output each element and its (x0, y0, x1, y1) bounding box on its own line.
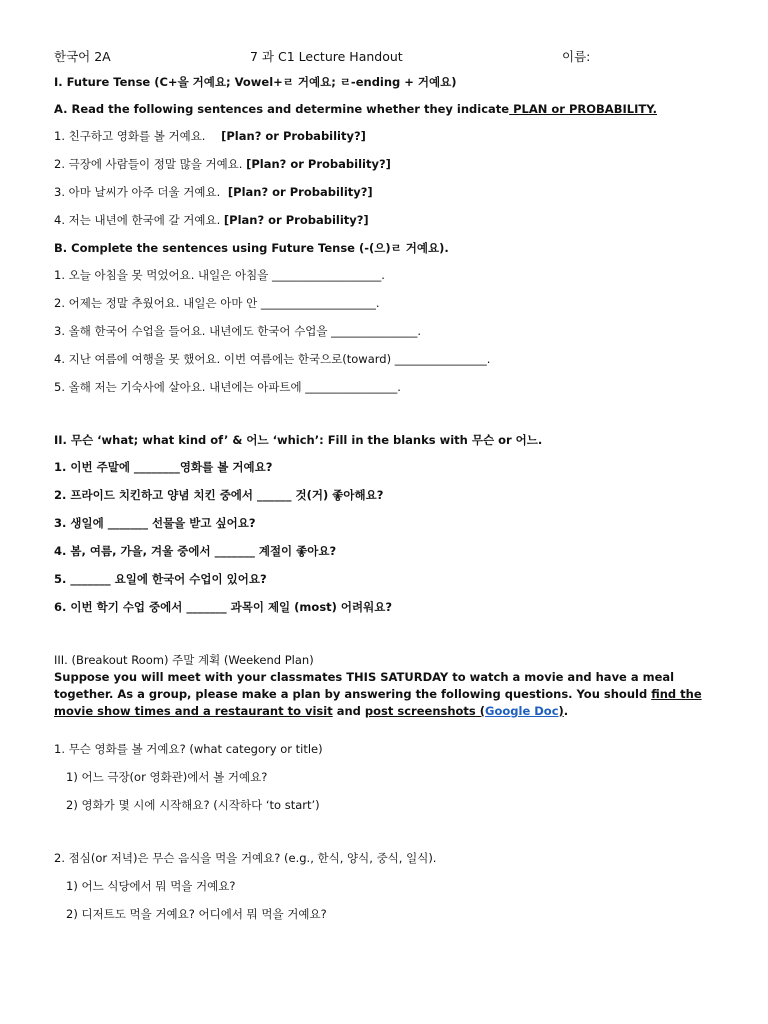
intro-text: . (563, 704, 569, 718)
item-sentence: 어제는 정말 추웠어요. 내일은 아마 안 ____________________. (68, 296, 380, 310)
google-doc-link[interactable]: Google Doc (485, 704, 559, 718)
partA-item (54, 212, 734, 229)
section3-subquestion: 2) 영화가 몇 시에 시작해요? (시작하다 ‘to start’) (66, 798, 320, 812)
name-label: 이름: (562, 49, 591, 64)
course-label: 한국어 2A (54, 49, 111, 64)
item-sentence: 올해 한국어 수업을 들어요. 내년에도 한국어 수업을 _______________. (68, 324, 422, 338)
intro-underlined-task: find the movie show times and a restaurant to visit (54, 687, 702, 718)
section3-question-1: 1. 무슨 영화를 볼 거예요? (what category or title) (54, 742, 323, 756)
item-number: 4. (54, 352, 65, 366)
item-sentence: 극장에 사람들이 정말 많을 거예요. (68, 157, 243, 171)
item-choice: [Plan? or Probability?] (223, 213, 369, 227)
intro-text: and (332, 704, 365, 718)
partB-item (54, 295, 734, 312)
section3-subquestion: 2) 디저트도 먹을 거예요? 어디에서 뭐 먹을 거예요? (66, 907, 327, 921)
item-number: 2. (54, 296, 65, 310)
section2-heading: II. 무슨 ‘what; what kind of’ & 어느 ‘which’: Fill in the blanks with 무슨 or 어느. (54, 433, 543, 447)
page-title: 7 과 C1 Lecture Handout (250, 49, 403, 64)
item-number: 3. (54, 324, 65, 338)
section2-item: 2. 프라이드 치킨하고 양념 치킨 중에서 ______ 것(거) 좋아해요? (54, 488, 384, 502)
item-sentence: 아마 날씨가 아주 더울 거예요. (68, 185, 221, 199)
section1-partB-instruction: B. Complete the sentences using Future Tense (-(으)ㄹ 거예요). (54, 241, 449, 255)
item-number: 3. (54, 185, 65, 199)
partB-item (54, 267, 734, 284)
item-number: 2. (54, 157, 65, 171)
item-sentence: 지난 여름에 여행을 못 했어요. 이번 여름에는 한국으로(toward) ________________. (68, 352, 491, 366)
item-number: 1. (54, 268, 65, 282)
partA-item (54, 184, 734, 201)
partB-item (54, 379, 734, 396)
section2-item: 5. _______ 요일에 한국어 수업이 있어요? (54, 572, 267, 586)
item-sentence: 친구하고 영화를 볼 거예요. (68, 129, 206, 143)
partB-item (54, 351, 734, 368)
item-choice: [Plan? or Probability?] (221, 129, 366, 143)
item-sentence: 저는 내년에 한국에 갈 거예요. (68, 213, 221, 227)
section3-intro (54, 669, 714, 720)
instruction-prefix: A. Read the following sentences and determine whether they indicate (54, 102, 510, 116)
partB-item (54, 323, 734, 340)
item-number: 4. (54, 213, 65, 227)
section3-subquestion: 1) 어느 식당에서 뭐 먹을 거예요? (66, 879, 236, 893)
partA-item (54, 156, 734, 173)
instruction-suffix: PLAN or PROBABILITY. (509, 102, 657, 116)
section1-partA-instruction (54, 101, 734, 118)
section2-item: 6. 이번 학기 수업 중에서 _______ 과목이 제일 (most) 어려워요? (54, 600, 393, 614)
section3-heading: III. (Breakout Room) 주말 계획 (Weekend Plan) (54, 653, 314, 667)
intro-underlined-task: post screenshots ( (364, 704, 486, 718)
section2-item: 1. 이번 주말에 ________영화를 볼 거예요? (54, 460, 273, 474)
item-sentence: 올해 저는 기숙사에 살아요. 내년에는 아파트에 ________________. (68, 380, 401, 394)
intro-text: Suppose you will meet with your classmates THIS SATURDAY to watch a movie and have a meal together. As a group, please make a plan by answering the following questions. You should (54, 670, 675, 701)
item-sentence: 오늘 아침을 못 먹었어요. 내일은 아침을 ___________________. (68, 268, 385, 282)
section2-item: 4. 봄, 여름, 가을, 겨울 중에서 _______ 계절이 좋아요? (54, 544, 337, 558)
item-number: 1. (54, 129, 65, 143)
intro-underlined-task: ) (558, 704, 564, 718)
item-number: 5. (54, 380, 65, 394)
item-choice: [Plan? or Probability?] (227, 185, 373, 199)
item-choice: [Plan? or Probability?] (246, 157, 391, 171)
section3-subquestion: 1) 어느 극장(or 영화관)에서 볼 거예요? (66, 770, 268, 784)
section1-heading: I. Future Tense (C+을 거예요; Vowel+ㄹ 거예요; ㄹ-ending + 거예요) (54, 75, 457, 89)
section3-question-2: 2. 점심(or 저녁)은 무슨 음식을 먹을 거예요? (e.g., 한식, 양식, 중식, 일식). (54, 851, 437, 865)
section2-item: 3. 생일에 _______ 선물을 받고 싶어요? (54, 516, 256, 530)
partA-item (54, 128, 734, 145)
